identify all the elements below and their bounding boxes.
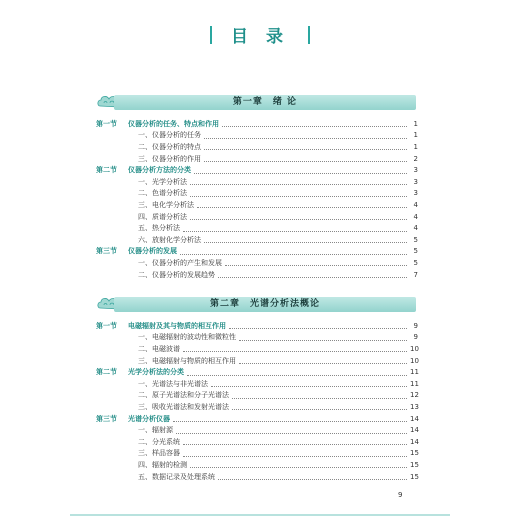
item-title: 一、电磁辐射的波动性和微粒性 xyxy=(138,333,236,342)
leader-dots xyxy=(190,213,407,220)
item-title: 二、分光系统 xyxy=(138,437,180,446)
page-ref: 9 xyxy=(413,321,418,330)
toc-item-row[interactable] xyxy=(96,401,418,413)
page-ref: 10 xyxy=(410,356,419,365)
section-title: 光学分析法的分类 xyxy=(128,368,184,377)
toc-item-row[interactable] xyxy=(96,269,418,281)
leader-dots xyxy=(180,248,407,255)
page-ref: 12 xyxy=(410,391,419,400)
item-title: 三、吸收光谱法和发射光谱法 xyxy=(138,402,229,411)
toc-item-row[interactable] xyxy=(96,234,418,246)
leader-dots xyxy=(183,345,407,352)
toc-item-row[interactable] xyxy=(96,199,418,211)
toc-item-row[interactable] xyxy=(96,188,418,200)
page-ref: 10 xyxy=(410,344,419,353)
page-ref: 3 xyxy=(413,189,418,198)
page-header xyxy=(0,22,520,47)
leader-dots xyxy=(222,120,407,127)
toc-section-row[interactable] xyxy=(96,366,418,378)
leader-dots xyxy=(218,473,407,480)
page-ref: 7 xyxy=(413,270,418,279)
item-title: 一、仪器分析的产生和发展 xyxy=(138,258,222,267)
right-divider xyxy=(308,26,310,44)
section-title: 仪器分析的任务、特点和作用 xyxy=(128,119,219,128)
section-number: 第一节 xyxy=(96,321,117,330)
item-title: 五、热分析法 xyxy=(138,224,180,233)
page-ref: 2 xyxy=(413,154,418,163)
page-ref: 1 xyxy=(413,131,418,140)
chapter-title: 第二章 光谱分析法概论 xyxy=(209,299,320,309)
item-title: 三、样品容器 xyxy=(138,449,180,458)
toc-item-row[interactable] xyxy=(96,424,418,436)
page-ref: 4 xyxy=(413,200,418,209)
leader-dots xyxy=(232,403,407,410)
toc-item-row[interactable] xyxy=(96,448,418,460)
section-number: 第二节 xyxy=(96,368,117,377)
toc-item-row[interactable] xyxy=(96,211,418,223)
toc-section-row[interactable] xyxy=(96,164,418,176)
page-title: 目 录 xyxy=(231,27,289,47)
chapter-2-toc xyxy=(96,320,418,482)
page-ref: 9 xyxy=(413,333,418,342)
leader-dots xyxy=(190,190,407,197)
item-title: 五、数据记录及处理系统 xyxy=(138,472,215,481)
leader-dots xyxy=(190,178,407,185)
leader-dots xyxy=(173,415,407,422)
leader-dots xyxy=(194,167,407,174)
item-title: 六、放射化学分析法 xyxy=(138,235,201,244)
leader-dots xyxy=(183,450,407,457)
toc-section-row[interactable] xyxy=(96,246,418,258)
page-ref: 3 xyxy=(413,177,418,186)
toc-item-row[interactable] xyxy=(96,471,418,483)
item-title: 一、辐射源 xyxy=(138,426,173,435)
toc-section-row[interactable] xyxy=(96,320,418,332)
section-number: 第三节 xyxy=(96,247,117,256)
toc-item-row[interactable] xyxy=(96,378,418,390)
toc-item-row[interactable] xyxy=(96,459,418,471)
leader-dots xyxy=(183,225,407,232)
item-title: 三、电化学分析法 xyxy=(138,200,194,209)
leader-dots xyxy=(204,143,407,150)
item-title: 二、原子光谱法和分子光谱法 xyxy=(138,391,229,400)
leader-dots xyxy=(204,236,407,243)
toc-item-row[interactable] xyxy=(96,343,418,355)
page-ref: 4 xyxy=(413,224,418,233)
toc-item-row[interactable] xyxy=(96,390,418,402)
section-number: 第二节 xyxy=(96,166,117,175)
page-ref: 5 xyxy=(413,235,418,244)
section-number: 第三节 xyxy=(96,414,117,423)
page-ref: 14 xyxy=(410,437,419,446)
leader-dots xyxy=(211,380,407,387)
item-title: 二、色谱分析法 xyxy=(138,189,187,198)
leader-dots xyxy=(239,334,407,341)
leader-dots xyxy=(218,271,407,278)
section-title: 电磁辐射及其与物质的相互作用 xyxy=(128,321,226,330)
toc-item-row[interactable] xyxy=(96,176,418,188)
leader-dots xyxy=(225,259,407,266)
chapter-banner-1 xyxy=(96,92,418,112)
toc-item-row[interactable] xyxy=(96,436,418,448)
item-title: 三、电磁辐射与物质的相互作用 xyxy=(138,356,236,365)
page-ref: 1 xyxy=(413,142,418,151)
item-title: 三、仪器分析的作用 xyxy=(138,154,201,163)
page-ref: 15 xyxy=(410,460,419,469)
leader-dots xyxy=(239,357,407,364)
page-ref: 11 xyxy=(410,379,419,388)
page-ref: 14 xyxy=(410,426,419,435)
page-ref: 14 xyxy=(410,414,419,423)
item-title: 一、光学分析法 xyxy=(138,177,187,186)
item-title: 四、辐射的检测 xyxy=(138,460,187,469)
toc-item-row[interactable] xyxy=(96,153,418,165)
toc-section-row[interactable] xyxy=(96,118,418,130)
item-title: 一、光谱法与非光谱法 xyxy=(138,379,208,388)
leader-dots xyxy=(232,392,407,399)
toc-item-row[interactable] xyxy=(96,130,418,142)
leader-dots xyxy=(190,461,407,468)
section-title: 仪器分析的发展 xyxy=(128,247,177,256)
item-title: 一、仪器分析的任务 xyxy=(138,131,201,140)
leader-dots xyxy=(197,201,407,208)
leader-dots xyxy=(176,427,407,434)
item-title: 二、仪器分析的发展趋势 xyxy=(138,270,215,279)
page-ref: 3 xyxy=(413,166,418,175)
section-title: 仪器分析方法的分类 xyxy=(128,166,191,175)
left-divider xyxy=(210,26,212,44)
page-ref: 15 xyxy=(410,472,419,481)
leader-dots xyxy=(187,369,407,376)
toc-item-row[interactable] xyxy=(96,332,418,344)
item-title: 二、仪器分析的特点 xyxy=(138,142,201,151)
page-ref: 5 xyxy=(413,258,418,267)
chapter-title: 第一章 绪 论 xyxy=(232,97,298,107)
section-title: 光谱分析仪器 xyxy=(128,414,170,423)
page-ref: 11 xyxy=(410,368,419,377)
leader-dots xyxy=(229,322,407,329)
page-ref: 4 xyxy=(413,212,418,221)
toc-section-row[interactable] xyxy=(96,413,418,425)
page-ref: 1 xyxy=(413,119,418,128)
bottom-rule xyxy=(70,514,450,516)
chapter-banner-2 xyxy=(96,294,418,314)
item-title: 二、电磁波谱 xyxy=(138,344,180,353)
item-title: 四、质谱分析法 xyxy=(138,212,187,221)
page-number: 9 xyxy=(398,491,403,499)
page-ref: 13 xyxy=(410,402,419,411)
leader-dots xyxy=(204,132,407,139)
section-number: 第一节 xyxy=(96,119,117,128)
page-ref: 15 xyxy=(410,449,419,458)
toc-item-row[interactable] xyxy=(96,141,418,153)
toc-item-row[interactable] xyxy=(96,355,418,367)
leader-dots xyxy=(204,155,407,162)
toc-item-row[interactable] xyxy=(96,222,418,234)
chapter-1-toc xyxy=(96,118,418,280)
toc-item-row[interactable] xyxy=(96,257,418,269)
leader-dots xyxy=(183,438,407,445)
page-ref: 5 xyxy=(413,247,418,256)
